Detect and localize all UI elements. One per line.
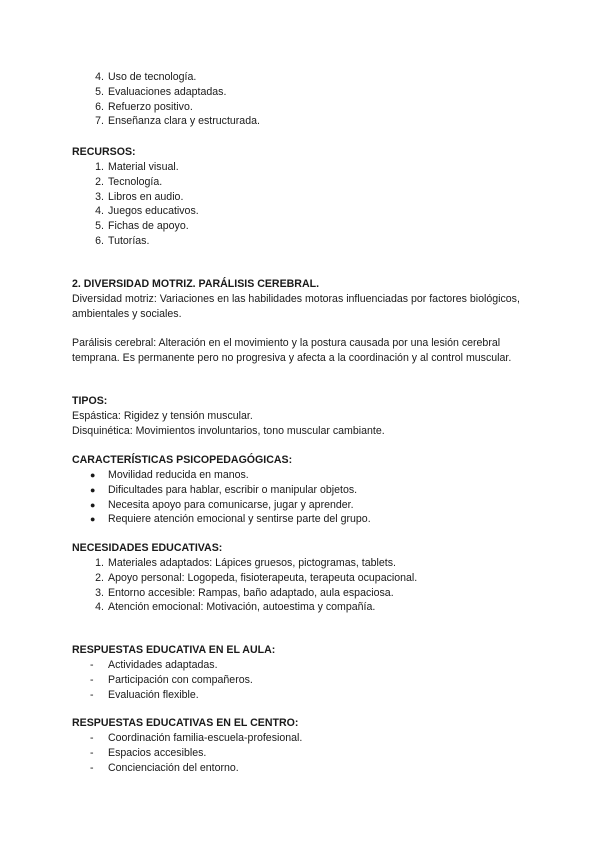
dash-marker: - — [90, 688, 94, 701]
respuestas-centro-list — [72, 731, 542, 775]
recursos-list — [72, 160, 542, 249]
list-item — [72, 673, 542, 688]
list-number: 3. — [95, 190, 104, 203]
list-item — [72, 600, 542, 615]
strategies-list-continued — [72, 70, 542, 129]
paralisis-cerebral-paragraph: Parálisis cerebral: Alteración en el movimiento y la postura causada por una lesión cerebral temprana. Es permanente pero no progresiva y afecta a la coordinación y al control muscular. — [72, 337, 512, 364]
list-number: 2. — [95, 175, 104, 188]
list-item-text: Entorno accesible: Rampas, baño adaptado, aula espaciosa. — [108, 586, 394, 599]
list-number: 2. — [95, 571, 104, 584]
list-item-text: Materiales adaptados: Lápices gruesos, pictogramas, tablets. — [108, 557, 396, 569]
list-item-text: Dificultades para hablar, escribir o manipular objetos. — [108, 483, 358, 496]
list-item — [72, 85, 542, 100]
list-item-text: Actividades adaptadas. — [108, 659, 218, 671]
list-item — [72, 761, 542, 776]
list-number: 6. — [95, 100, 104, 113]
list-item-text: Necesita apoyo para comunicarse, jugar y aprender. — [108, 498, 354, 511]
bullet-icon: ● — [90, 484, 96, 495]
list-number: 4. — [95, 71, 104, 83]
dash-marker: - — [90, 746, 94, 759]
list-item-text: Refuerzo positivo. — [108, 100, 193, 113]
list-number: 7. — [95, 115, 104, 128]
list-item-text: Tutorías. — [108, 234, 150, 247]
dash-marker: - — [90, 673, 94, 686]
list-number: 6. — [95, 234, 104, 247]
list-item — [72, 204, 542, 219]
bullet-icon: ● — [90, 514, 96, 525]
list-item — [72, 190, 542, 205]
list-item-text: Evaluaciones adaptadas. — [108, 85, 227, 98]
list-item — [72, 556, 542, 571]
dash-marker: - — [90, 732, 94, 744]
tipo-disquinetica: Disquinética: Movimientos involuntarios, tono muscular cambiante. — [72, 425, 385, 437]
bullet-icon: ● — [90, 499, 96, 510]
list-number: 5. — [95, 220, 104, 233]
list-item-text: Evaluación flexible. — [108, 688, 199, 701]
list-item-text: Coordinación familia-escuela-profesional. — [108, 732, 303, 744]
dash-marker: - — [90, 659, 94, 671]
list-item — [72, 160, 542, 175]
list-item — [72, 483, 542, 498]
list-item — [72, 498, 542, 513]
list-item — [72, 746, 542, 761]
list-item — [72, 468, 542, 483]
list-item — [72, 731, 542, 746]
list-item — [72, 571, 542, 586]
list-number: 1. — [95, 161, 104, 173]
tipos-heading: TIPOS: — [72, 395, 108, 407]
tipo-espastica: Espástica: Rigidez y tensión muscular. — [72, 410, 253, 422]
caracteristicas-list — [72, 468, 542, 527]
list-number: 3. — [95, 586, 104, 599]
list-item-text: Libros en audio. — [108, 190, 184, 203]
list-item-text: Material visual. — [108, 161, 179, 173]
list-item — [72, 100, 542, 115]
list-item — [72, 70, 542, 85]
list-item-text: Fichas de apoyo. — [108, 220, 189, 233]
list-number: 5. — [95, 85, 104, 98]
list-item — [72, 586, 542, 601]
list-item — [72, 688, 542, 703]
list-item-text: Apoyo personal: Logopeda, fisioterapeuta, terapeuta ocupacional. — [108, 571, 418, 584]
recursos-heading: RECURSOS: — [72, 146, 136, 158]
list-item-text: Enseñanza clara y estructurada. — [108, 115, 260, 128]
list-item-text: Juegos educativos. — [108, 205, 199, 218]
list-item — [72, 175, 542, 190]
list-number: 1. — [95, 557, 104, 569]
list-number: 4. — [95, 205, 104, 218]
list-item-text: Concienciación del entorno. — [108, 761, 239, 774]
list-item — [72, 219, 542, 234]
list-item-text: Espacios accesibles. — [108, 746, 207, 759]
respuestas-centro-heading: RESPUESTAS EDUCATIVAS EN EL CENTRO: — [72, 717, 299, 729]
list-item-text: Atención emocional: Motivación, autoestima y compañía. — [108, 601, 376, 614]
list-item-text: Uso de tecnología. — [108, 71, 197, 83]
list-item — [72, 658, 542, 673]
caracteristicas-heading: CARACTERÍSTICAS PSICOPEDAGÓGICAS: — [72, 454, 293, 466]
dash-marker: - — [90, 761, 94, 774]
list-item — [72, 512, 542, 527]
respuestas-aula-heading: RESPUESTAS EDUCATIVA EN EL AULA: — [72, 644, 276, 656]
necesidades-list — [72, 556, 542, 615]
list-item-text: Movilidad reducida en manos. — [108, 469, 249, 481]
section-2-heading: 2. DIVERSIDAD MOTRIZ. PARÁLISIS CEREBRAL. — [72, 278, 320, 290]
necesidades-heading: NECESIDADES EDUCATIVAS: — [72, 542, 223, 554]
list-item-text: Participación con compañeros. — [108, 673, 253, 686]
bullet-icon: ● — [90, 470, 96, 480]
list-item-text: Requiere atención emocional y sentirse parte del grupo. — [108, 513, 371, 526]
list-number: 4. — [95, 601, 104, 614]
diversidad-motriz-paragraph: Diversidad motriz: Variaciones en las habilidades motoras influenciadas por factores biológicos, ambientales y sociales. — [72, 293, 520, 320]
list-item-text: Tecnología. — [108, 175, 163, 188]
respuestas-aula-list — [72, 658, 542, 702]
list-item — [72, 114, 542, 129]
list-item — [72, 234, 542, 249]
